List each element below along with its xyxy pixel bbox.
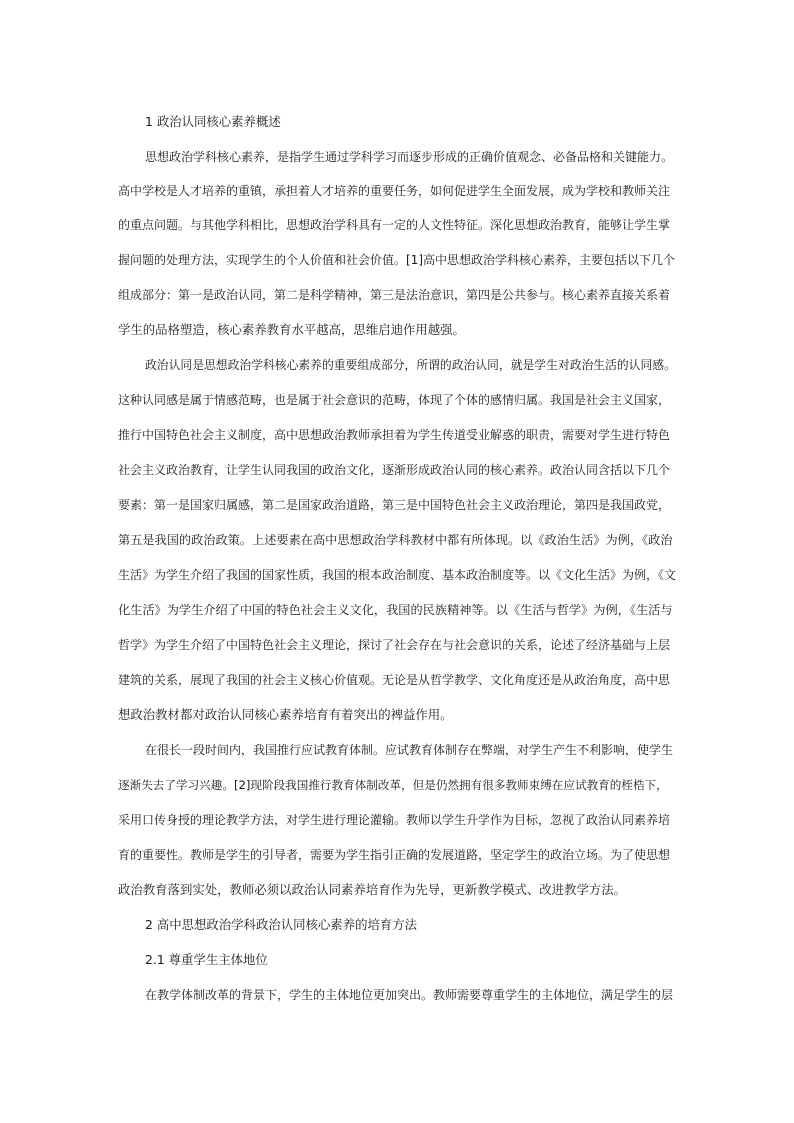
paragraph-line: 政治教育落到实处，教师必须以政治认同素养培育作为先导，更新教学模式、改进教学方法。 <box>118 882 627 897</box>
paragraph-line: 高中学校是人才培养的重镇，承担着人才培养的重要任务，如何促进学生全面发展，成为学校和教师关注 <box>118 184 671 198</box>
paragraph-line: 育的重要性。教师是学生的引导者，需要为学生指引正确的发展道路，坚定学生的政治立场。为了使思想 <box>118 848 671 862</box>
paragraph-line: 学生的品格塑造，核心素养教育水平越高，思维启迪作用越强。 <box>118 322 465 337</box>
section-heading-1: 1 政治认同核心素养概述 <box>145 114 281 129</box>
subsection-heading-2-1: 2.1 尊重学生主体地位 <box>145 952 268 967</box>
paragraph-line: 采用口传身授的理论教学方法，对学生进行理论灌输。教师以学生升学作为目标，忽视了政治认同素养培 <box>118 813 671 827</box>
paragraph-line: 逐渐失去了学习兴趣。[2]现阶段我国推行教育体制改革，但是仍然拥有很多教师束缚在应试教育的桎梏下， <box>118 778 668 792</box>
paragraph-line: 在教学体制改革的背景下，学生的主体地位更加突出。教师需要尊重学生的主体地位，满足学生的层 <box>145 988 674 1002</box>
paragraph-line: 生活》为学生介绍了我国的国家性质，我国的根本政治制度、基本政治制度等。以《文化生活》为例，《文 <box>118 568 677 582</box>
paragraph-line: 思想政治学科核心素养，是指学生通过学科学习而逐步形成的正确价值观念、必备品格和关键能力。 <box>145 150 674 164</box>
paragraph-line: 这种认同感是属于情感范畴，也是属于社会意识的范畴，体现了个体的感情归属。我国是社会主义国家， <box>118 393 671 407</box>
paragraph-line: 的重点问题。与其他学科相比，思想政治学科具有一定的人文性特征。深化思想政治教育，能够让学生掌 <box>118 218 671 232</box>
paragraph-line: 要素：第一是国家归属感，第二是国家政治道路，第三是中国特色社会主义政治理论，第四是我国政党， <box>118 498 671 512</box>
paragraph-line: 社会主义政治教育，让学生认同我国的政治文化，逐渐形成政治认同的核心素养。政治认同含括以下几个 <box>118 463 671 477</box>
paragraph-line: 想政治教材都对政治认同核心素养培育有着突出的裨益作用。 <box>118 707 453 722</box>
paragraph-line: 推行中国特色社会主义制度，高中思想政治教师承担着为学生传道受业解惑的职责，需要对学生进行特色 <box>118 428 671 442</box>
paragraph-line: 化生活》为学生介绍了中国的特色社会主义文化，我国的民族精神等。以《生活与哲学》为例，《生活与 <box>118 603 673 617</box>
paragraph-line: 组成部分：第一是政治认同，第二是科学精神，第三是法治意识，第四是公共参与。核心素养直接关系着 <box>118 288 671 302</box>
section-heading-2: 2 高中思想政治学科政治认同核心素养的培育方法 <box>145 917 418 932</box>
paragraph-line: 在很长一段时间内，我国推行应试教育体制。应试教育体制存在弊端，对学生产生不利影响，使学生 <box>145 743 674 757</box>
paragraph-line: 握问题的处理方法，实现学生的个人价值和社会价值。[1]高中思想政治学科核心素养，主要包括以下几个 <box>118 253 676 267</box>
paragraph-line: 第五是我国的政治政策。上述要素在高中思想政治学科教材中都有所体现。以《政治生活》为例，《政治 <box>118 533 673 547</box>
paragraph-line: 建筑的关系，展现了我国的社会主义核心价值观。无论是从哲学教学、文化角度还是从政治角度，高中思 <box>118 673 671 687</box>
paragraph-line: 政治认同是思想政治学科核心素养的重要组成部分，所谓的政治认同，就是学生对政治生活的认同感。 <box>145 358 676 372</box>
paragraph-line: 哲学》为学生介绍了中国特色社会主义理论，探讨了社会存在与社会意识的关系，论述了经济基础与上层 <box>118 638 671 652</box>
